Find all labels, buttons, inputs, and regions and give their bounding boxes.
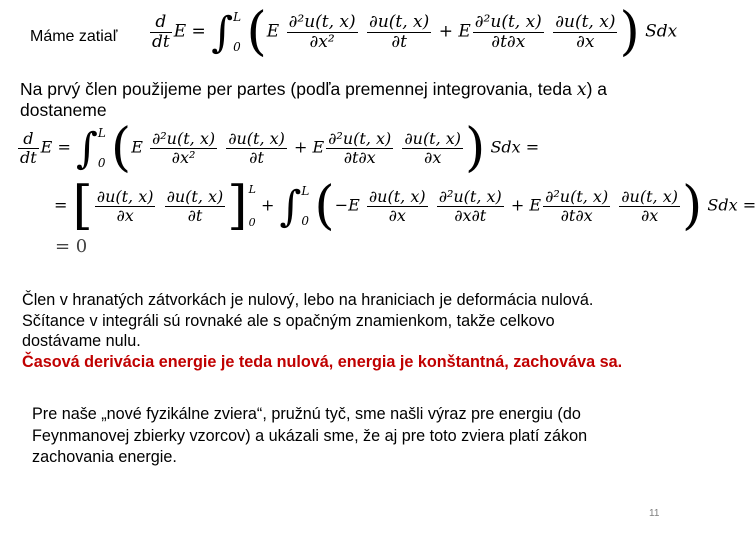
paren-open: ( [314, 176, 335, 236]
paren-close: ) [619, 2, 640, 62]
eq-d: d [150, 13, 172, 33]
term-E: E [458, 21, 471, 42]
eq-dt: dt [20, 147, 37, 167]
frac-num: ∂²u(t, x) [545, 186, 609, 206]
plus: + [510, 195, 525, 215]
eval-upper: L [248, 183, 256, 196]
paragraph-line: Člen v hranatých zátvorkách je nulový, lebo na hraniciach je deformácia nulová. [22, 291, 594, 309]
eq-dt: dt [152, 31, 170, 52]
frac-den: ∂x [424, 147, 442, 167]
highlight-conclusion: Časová derivácia energie je teda nulová, energia je konštantná, zachováva sa. [22, 352, 623, 371]
term-E: E [266, 21, 280, 42]
eq-equals: = [742, 195, 756, 215]
eq-equals: = [54, 195, 68, 215]
frac-den: ∂t∂x [491, 31, 526, 52]
bracket-close: ] [227, 176, 248, 236]
frac-den: ∂t [249, 147, 264, 167]
label-mame-zatial: Máme zatiaľ [30, 28, 118, 45]
frac-den: ∂x [116, 205, 134, 225]
frac-num: ∂u(t, x) [555, 11, 616, 32]
paren-open: ( [246, 2, 267, 62]
integral-sign: ∫ [279, 181, 302, 231]
paragraph-summary [32, 404, 587, 469]
frac-den: ∂t∂x [343, 147, 376, 167]
int-lower: 0 [233, 40, 241, 54]
eq-E: E [40, 137, 53, 157]
equation-energy-derivative [148, 2, 678, 62]
frac-num: ∂u(t, x) [96, 186, 154, 206]
eq-equals: = [191, 21, 206, 42]
equation-line-2 [54, 176, 756, 236]
term-E: E [131, 137, 143, 157]
int-upper: L [233, 10, 242, 24]
int-lower: 0 [97, 156, 106, 170]
paragraph-conclusion [22, 290, 622, 372]
frac-den: ∂t∂x [560, 205, 593, 225]
frac-num: ∂²u(t, x) [474, 11, 542, 32]
frac-den: ∂x [640, 205, 659, 225]
frac-den: ∂x [576, 31, 595, 52]
frac-num: ∂u(t, x) [228, 128, 285, 148]
sentence-end: ) a [586, 79, 607, 99]
paragraph-line: Pre naše „nové fyzikálne zviera“, pružnú tyč, sme našli výraz pre energiu (do [32, 405, 581, 423]
paragraph-line: zachovania energie. [32, 448, 177, 466]
frac-num: ∂u(t, x) [621, 186, 678, 206]
frac-den: ∂x² [171, 147, 196, 167]
int-upper: L [301, 184, 310, 198]
term-Sdx: Sdx [707, 195, 738, 215]
frac-num: ∂u(t, x) [166, 186, 224, 206]
eq-equals: = [57, 137, 71, 157]
frac-den: ∂t [187, 205, 203, 225]
paragraph-line: Feynmanovej zbierky vzorcov) a ukázali sme, že aj pre toto zviera platí zákon [32, 426, 588, 445]
paren-open: ( [110, 118, 132, 178]
eval-lower: 0 [248, 216, 256, 229]
term-E: E [312, 137, 325, 157]
frac-den: ∂t [391, 31, 407, 52]
paragraph-line: dostávame nulu. [22, 332, 141, 350]
page-number: 11 [649, 508, 660, 519]
int-upper: L [97, 126, 106, 140]
sentence-per-partes [20, 79, 607, 100]
frac-num: ∂²u(t, x) [438, 186, 502, 206]
frac-num: ∂u(t, x) [369, 11, 430, 32]
eq-d: d [18, 130, 39, 149]
integral-sign: ∫ [211, 7, 234, 57]
paren-close: ) [465, 118, 486, 178]
plus: + [293, 137, 308, 157]
eq-equals: = [525, 137, 540, 157]
term-E: E [529, 195, 542, 215]
equation-line-1 [18, 118, 540, 178]
plus: + [438, 21, 453, 42]
sentence-dostaneme: dostaneme [20, 100, 107, 120]
frac-num: ∂u(t, x) [404, 128, 462, 148]
paren-close: ) [681, 176, 703, 236]
variable-x: x [576, 80, 587, 100]
frac-den: ∂x [388, 205, 406, 225]
equation-line-3: = 0 [55, 236, 88, 257]
minus: − [334, 195, 349, 215]
frac-num: ∂u(t, x) [368, 186, 426, 206]
term-E: E [348, 195, 360, 215]
frac-num: ∂²u(t, x) [151, 128, 216, 148]
term-Sdx: Sdx [490, 137, 521, 157]
sentence-text: Na prvý člen použijeme per partes (podľa premennej integrovania, teda [20, 79, 572, 99]
frac-num: ∂²u(t, x) [288, 11, 356, 32]
eq-E: E [173, 21, 187, 42]
frac-den: ∂x∂t [454, 205, 487, 225]
int-lower: 0 [301, 214, 309, 228]
integral-sign: ∫ [75, 123, 98, 173]
paragraph-line: Sčítance v integráli sú rovnaké ale s opačným znamienkom, takže celkovo [22, 311, 555, 330]
term-Sdx: Sdx [645, 21, 678, 42]
bracket-open: [ [72, 176, 93, 236]
frac-den: ∂x² [309, 31, 335, 52]
frac-num: ∂²u(t, x) [328, 128, 392, 148]
plus: + [260, 195, 275, 215]
